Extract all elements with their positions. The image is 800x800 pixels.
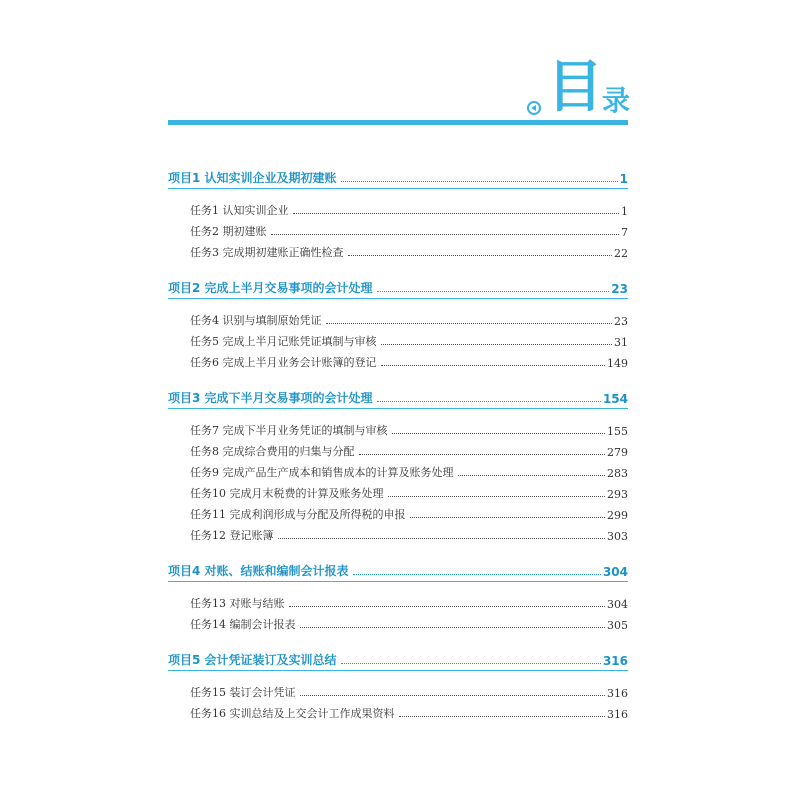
toc-leader-dots <box>410 517 606 518</box>
toc-task-page: 1 <box>621 205 628 218</box>
toc-task-entry[interactable] <box>168 239 628 260</box>
toc-leader-dots <box>341 663 601 664</box>
toc-task-entry[interactable] <box>168 679 628 700</box>
toc-task-entry[interactable] <box>168 218 628 239</box>
toc-task-entry[interactable] <box>168 417 628 438</box>
toc-task-page: 22 <box>614 247 628 260</box>
toc-task-label: 任务8 完成综合费用的归集与分配 <box>190 445 355 458</box>
toc-leader-dots <box>359 454 606 455</box>
back-arrow-circle-icon[interactable] <box>527 101 541 115</box>
toc-project-page: 154 <box>602 392 628 406</box>
section-gap <box>168 260 628 270</box>
toc-leader-dots <box>399 716 606 717</box>
toc-leader-dots <box>377 291 610 292</box>
toc-task-label: 任务1 认知实训企业 <box>190 204 289 217</box>
toc-project-entry[interactable] <box>168 642 628 668</box>
toc-task-label: 任务7 完成下半月业务凭证的填制与审核 <box>190 424 388 437</box>
section-gap <box>168 543 628 553</box>
toc-task-page: 304 <box>607 598 628 611</box>
section-gap <box>168 370 628 380</box>
toc-task-page: 149 <box>607 357 628 370</box>
toc-leader-dots <box>300 695 606 696</box>
toc-leader-dots <box>289 606 606 607</box>
toc-title-main: 目 <box>547 55 603 120</box>
toc-leader-dots <box>300 627 606 628</box>
toc-task-label: 任务10 完成月末税费的计算及账务处理 <box>190 487 384 500</box>
toc-header <box>0 0 800 130</box>
toc-leader-dots <box>388 496 606 497</box>
toc-leader-dots <box>326 323 613 324</box>
toc-project-label: 项目5 会计凭证装订及实训总结 <box>168 653 337 667</box>
toc-leader-dots <box>293 213 620 214</box>
toc-task-label: 任务13 对账与结账 <box>190 597 285 610</box>
toc-title-sub: 录 <box>602 84 631 117</box>
toc-leader-dots <box>278 538 606 539</box>
toc-task-entry[interactable] <box>168 522 628 543</box>
toc-leader-dots <box>381 344 613 345</box>
toc-task-page: 31 <box>614 336 628 349</box>
toc-task-label: 任务14 编制会计报表 <box>190 618 296 631</box>
toc-project-entry[interactable] <box>168 380 628 406</box>
toc-task-entry[interactable] <box>168 349 628 370</box>
toc-leader-dots <box>377 401 601 402</box>
toc-task-entry[interactable] <box>168 700 628 721</box>
toc-project-entry[interactable] <box>168 160 628 186</box>
toc-task-page: 316 <box>607 708 628 721</box>
toc-project <box>168 160 628 270</box>
toc-task-entry[interactable] <box>168 480 628 501</box>
toc-project-page: 23 <box>611 282 628 296</box>
table-of-contents <box>168 160 628 731</box>
toc-task-entry[interactable] <box>168 590 628 611</box>
toc-task-page: 299 <box>607 509 628 522</box>
toc-task-label: 任务2 期初建账 <box>190 225 267 238</box>
toc-task-page: 305 <box>607 619 628 632</box>
toc-task-label: 任务9 完成产品生产成本和销售成本的计算及账务处理 <box>190 466 454 479</box>
toc-task-page: 7 <box>621 226 628 239</box>
project-divider <box>168 408 628 409</box>
toc-task-entry[interactable] <box>168 438 628 459</box>
section-gap <box>168 632 628 642</box>
toc-task-page: 279 <box>607 446 628 459</box>
toc-task-label: 任务15 装订会计凭证 <box>190 686 296 699</box>
toc-project-page: 316 <box>602 654 628 668</box>
toc-task-label: 任务16 实训总结及上交会计工作成果资料 <box>190 707 395 720</box>
toc-task-entry[interactable] <box>168 197 628 218</box>
toc-project <box>168 642 628 731</box>
title-underline <box>168 120 628 125</box>
toc-leader-dots <box>381 365 606 366</box>
toc-project-page: 304 <box>602 565 628 579</box>
toc-task-page: 23 <box>614 315 628 328</box>
toc-task-entry[interactable] <box>168 611 628 632</box>
toc-project-entry[interactable] <box>168 270 628 296</box>
toc-project-label: 项目1 认知实训企业及期初建账 <box>168 171 337 185</box>
toc-task-entry[interactable] <box>168 459 628 480</box>
toc-project <box>168 380 628 553</box>
toc-project <box>168 270 628 380</box>
toc-task-page: 155 <box>607 425 628 438</box>
toc-project-label: 项目2 完成上半月交易事项的会计处理 <box>168 281 373 295</box>
toc-task-page: 283 <box>607 467 628 480</box>
toc-task-entry[interactable] <box>168 501 628 522</box>
toc-project-entry[interactable] <box>168 553 628 579</box>
toc-task-label: 任务12 登记账簿 <box>190 529 274 542</box>
toc-task-label: 任务3 完成期初建账正确性检查 <box>190 246 344 259</box>
project-divider <box>168 670 628 671</box>
toc-task-label: 任务4 识别与填制原始凭证 <box>190 314 322 327</box>
toc-project-label: 项目4 对账、结账和编制会计报表 <box>168 564 349 578</box>
toc-task-label: 任务11 完成利润形成与分配及所得税的申报 <box>190 508 406 521</box>
section-gap <box>168 721 628 731</box>
toc-leader-dots <box>348 255 613 256</box>
project-divider <box>168 581 628 582</box>
project-divider <box>168 188 628 189</box>
toc-task-entry[interactable] <box>168 307 628 328</box>
toc-task-page: 303 <box>607 530 628 543</box>
toc-leader-dots <box>271 234 620 235</box>
toc-leader-dots <box>392 433 606 434</box>
toc-task-label: 任务6 完成上半月业务会计账簿的登记 <box>190 356 377 369</box>
project-divider <box>168 298 628 299</box>
toc-leader-dots <box>353 574 601 575</box>
toc-task-page: 316 <box>607 687 628 700</box>
toc-task-entry[interactable] <box>168 328 628 349</box>
toc-leader-dots <box>458 475 606 476</box>
toc-task-page: 293 <box>607 488 628 501</box>
toc-task-label: 任务5 完成上半月记账凭证填制与审核 <box>190 335 377 348</box>
toc-project-label: 项目3 完成下半月交易事项的会计处理 <box>168 391 373 405</box>
toc-project-page: 1 <box>619 172 628 186</box>
toc-leader-dots <box>341 181 618 182</box>
toc-project <box>168 553 628 642</box>
